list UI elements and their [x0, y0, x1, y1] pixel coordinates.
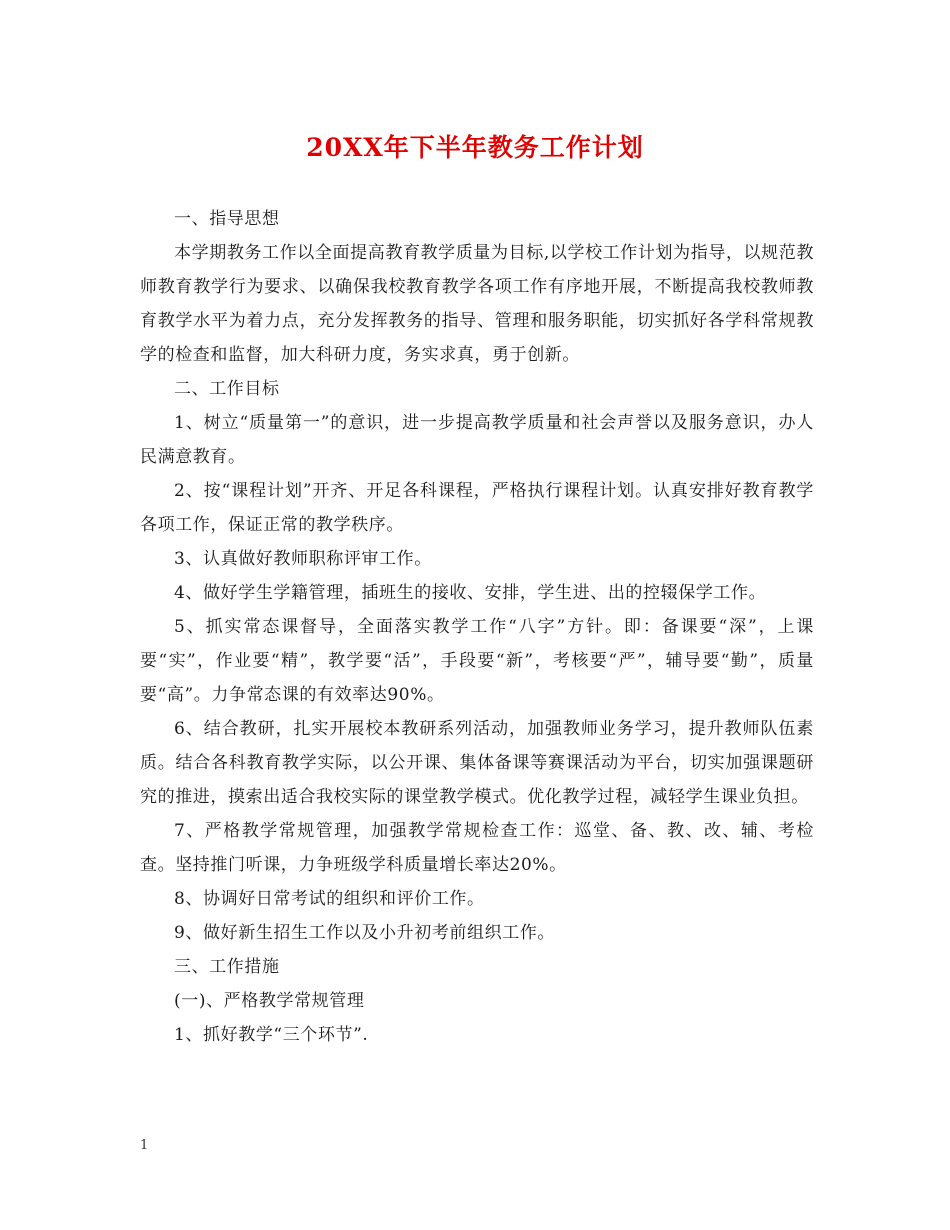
goal-item-3: 3、认真做好教师职称评审工作。 [174, 549, 432, 569]
goal-item-7: 7、严格教学常规管理，加强教学常规检查工作：巡堂、备、教、改、辅、考检查。坚持推门听课，力争班级学科质量增长率达20%。 [140, 821, 814, 875]
goal-item-9: 9、做好新生招生工作以及小升初考前组织工作。 [174, 923, 556, 943]
goal-item-5: 5、抓实常态课督导，全面落实教学工作“八字”方针。即：备课要“深”，上课要“实”，作业要“精”，教学要“活”，手段要“新”，考核要“严”，辅导要“勤”，质量要“高”。力争常态课的有效率达90%。 [140, 617, 814, 705]
heading-work-measures: 三、工作措施 [174, 957, 280, 977]
measure-item-1: 1、抓好教学“三个环节”. [174, 1025, 369, 1045]
goal-item-4: 4、做好学生学籍管理，插班生的接收、安排，学生进、出的控辍保学工作。 [174, 583, 767, 603]
heading-work-goals: 二、工作目标 [174, 379, 280, 399]
goal-item-8: 8、协调好日常考试的组织和评价工作。 [174, 889, 485, 909]
subheading-teaching-routine: (一)、严格教学常规管理 [174, 991, 365, 1011]
page-number: 1 [140, 1138, 149, 1153]
goal-item-2: 2、按“课程计划”开齐、开足各科课程，严格执行课程计划。认真安排好教育教学各项工作，保证正常的教学秩序。 [140, 481, 814, 535]
paragraph-guiding-ideology: 本学期教务工作以全面提高教育教学质量为目标,以学校工作计划为指导，以规范教师教育教学行为要求、以确保我校教育教学各项工作有序地开展，不断提高我校教师教育教学水平为着力点，充分发挥教务的指导、管理和服务职能，切实抓好各学科常规教学的检查和监督，加大科研力度，务实求真，勇于创新。 [140, 243, 814, 365]
goal-item-1: 1、树立“质量第一”的意识，进一步提高教学质量和社会声誉以及服务意识，办人民满意教育。 [140, 413, 814, 467]
goal-item-6: 6、结合教研，扎实开展校本教研系列活动，加强教师业务学习，提升教师队伍素质。结合各科教育教学实际，以公开课、集体备课等赛课活动为平台，切实加强课题研究的推进，摸索出适合我校实际的课堂教学模式。优化教学过程，减轻学生课业负担。 [140, 719, 814, 807]
document-body [140, 202, 814, 1052]
heading-guiding-ideology: 一、指导思想 [174, 209, 280, 229]
document-title: 20XX年下半年教务工作计划 [306, 133, 644, 162]
